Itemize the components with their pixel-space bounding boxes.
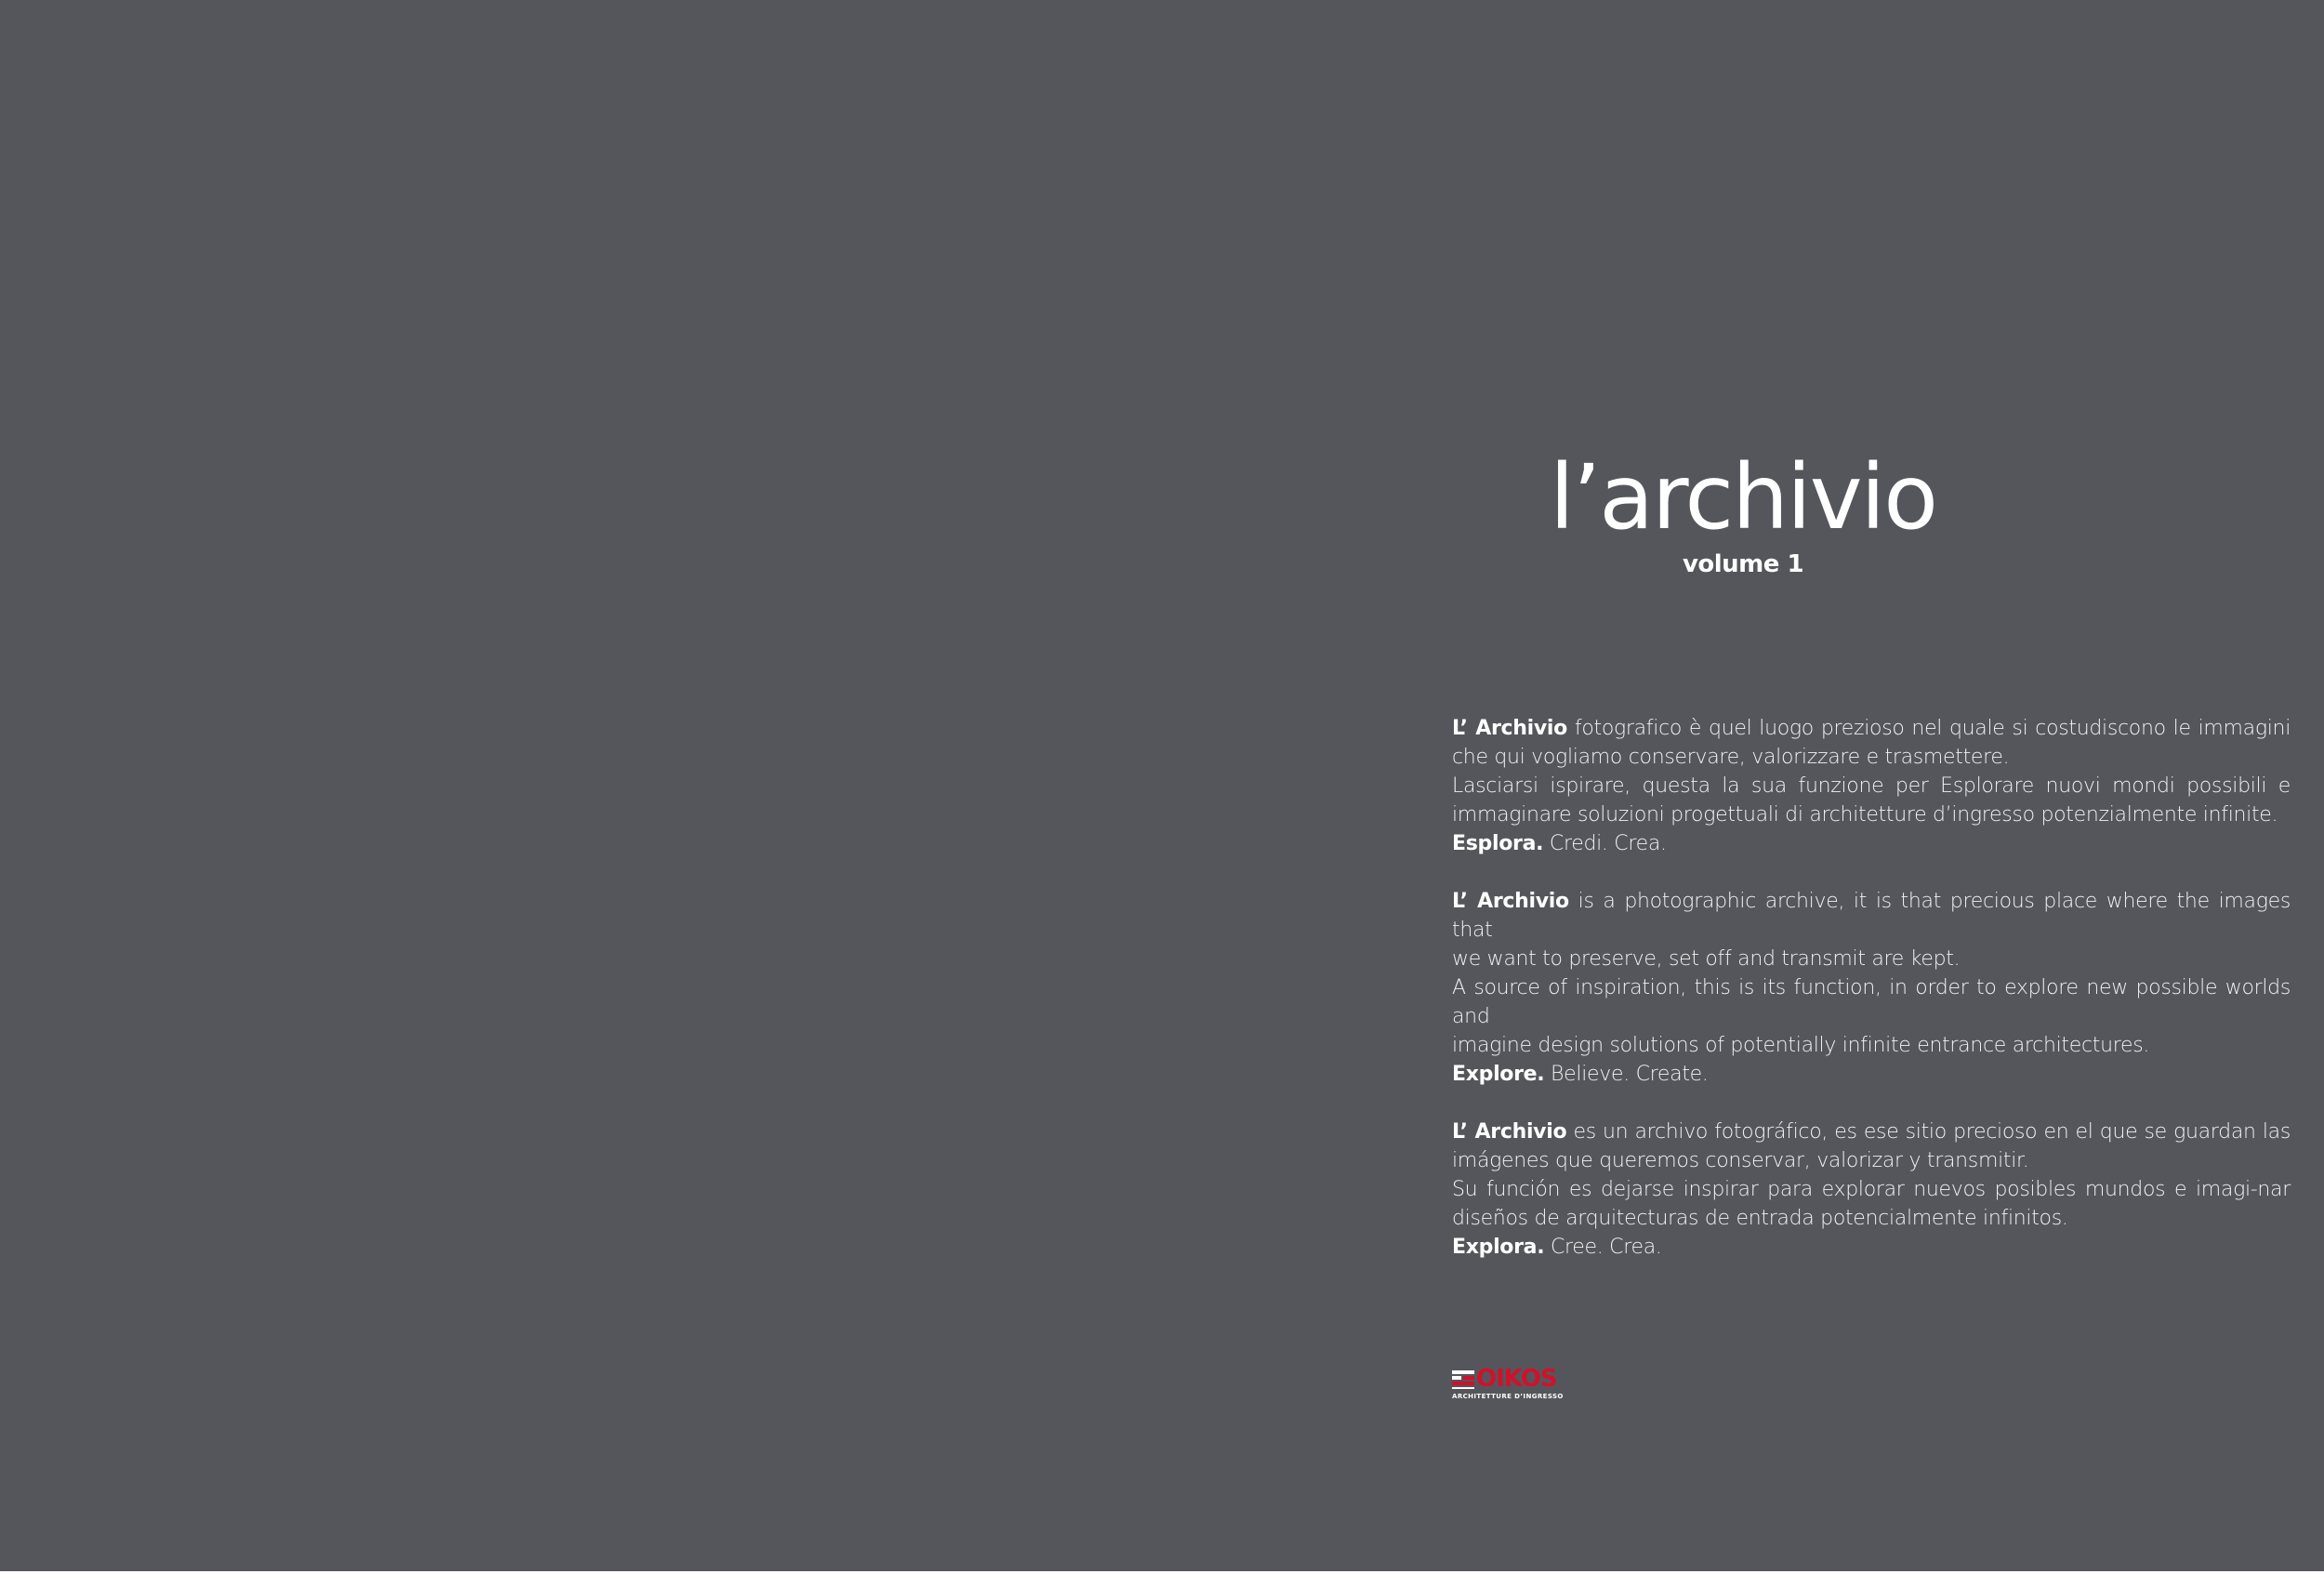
paragraph-english <box>1452 887 2291 1089</box>
motto-text: Credi. Crea. <box>1543 832 1667 855</box>
motto-keyword: Esplora. <box>1452 832 1544 855</box>
paragraph-line: we want to preserve, set off and transmit are kept. <box>1452 947 1961 971</box>
paragraph-line: che qui vogliamo conservare, valorizzare e trasmettere. <box>1452 746 2010 769</box>
title-block <box>1450 446 2036 578</box>
brand-name: OIKOS <box>1476 1365 1557 1393</box>
paragraph-line: imágenes que queremos conservar, valorizar y transmitir. <box>1452 1149 2029 1172</box>
paragraph-line: diseños de arquitecturas de entrada potencialmente infinitos. <box>1452 1207 2068 1230</box>
paragraph-line: Lasciarsi ispirare, questa la sua funzione per Esplorare nuovi mondi possibili e <box>1452 774 2291 798</box>
archive-name: L’ Archivio <box>1452 1120 1567 1144</box>
oikos-logo-mark-icon <box>1452 1370 1474 1389</box>
intro-text-block <box>1452 714 2291 1290</box>
paragraph-text: es un archivo fotográfico, es ese sitio precioso en el que se guardan las <box>1566 1120 2291 1144</box>
paragraph-line: immaginare soluzioni progettuali di architetture d’ingresso potenzialmente infinite. <box>1452 803 2278 827</box>
paragraph-line <box>1452 714 2291 743</box>
paragraph-line <box>1452 887 2291 945</box>
archive-name: L’ Archivio <box>1452 890 1569 913</box>
paragraph-line <box>1452 1118 2291 1146</box>
paragraph-spanish <box>1452 1118 2291 1262</box>
motto-line <box>1452 1233 2291 1262</box>
brand-logo <box>1452 1365 1606 1402</box>
motto-text: Cree. Crea. <box>1544 1236 1662 1259</box>
motto-line <box>1452 1060 2291 1089</box>
paragraph-line: Su función es dejarse inspirar para explorar nuevos posibles mundos e imagi-nar <box>1452 1178 2291 1201</box>
motto-line <box>1452 829 2291 858</box>
page-title: l’archivio <box>1550 445 1936 549</box>
paragraph-italian <box>1452 714 2291 858</box>
paragraph-text: is a photographic archive, it is that precious place where the images that <box>1452 890 2291 942</box>
motto-text: Believe. Create. <box>1544 1063 1709 1086</box>
paragraph-text: fotografico è quel luogo prezioso nel quale si costudiscono le immagini <box>1567 717 2291 740</box>
brand-tagline: ARCHITETTURE D’INGRESSO <box>1452 1393 1564 1400</box>
paragraph-line: A source of inspiration, this is its function, in order to explore new possible worlds and <box>1452 976 2291 1028</box>
archive-name: L’ Archivio <box>1452 717 1567 740</box>
volume-subtitle: volume 1 <box>1682 550 1804 578</box>
motto-keyword: Explore. <box>1452 1063 1545 1086</box>
paragraph-line: imagine design solutions of potentially infinite entrance architectures. <box>1452 1034 2150 1057</box>
motto-keyword: Explora. <box>1452 1236 1545 1259</box>
